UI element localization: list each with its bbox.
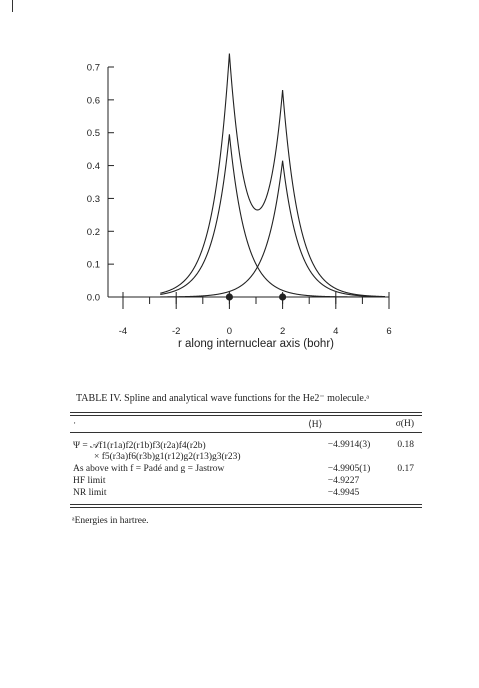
x-tick-label: 0: [226, 326, 233, 337]
nucleus-marker: [226, 293, 233, 300]
x-tick-label: 2: [279, 326, 286, 337]
x-tick-label: -4: [118, 326, 128, 337]
results-table: [70, 416, 422, 432]
curves: [160, 54, 385, 297]
results-table-body: [70, 433, 422, 499]
header-sigma: σ(H): [395, 419, 414, 429]
table-header-row: [70, 416, 422, 432]
y-axis: [87, 63, 114, 304]
y-tick-label: 0.0: [86, 292, 100, 304]
x-axis-label: r along internuclear axis (bohr): [178, 338, 334, 350]
y-tick-label: 0.3: [86, 193, 100, 205]
series-total: [160, 54, 385, 297]
table-row: Ψ = 𝒜f1(r1a)f2(r1b)f3(r2a)f4(r2b) −4.9914(3) 0.18: [73, 440, 414, 451]
y-tick-label: 0.2: [86, 226, 100, 238]
y-tick-label: 0.6: [86, 95, 100, 107]
y-tick-label: 0.4: [86, 161, 100, 173]
table-iv: [70, 393, 422, 526]
table-row: As above with f = Padé and g = Jastrow −4.9905(1) 0.17: [73, 464, 414, 474]
table-row: HF limit −4.9227: [73, 476, 360, 486]
x-axis: [108, 292, 392, 337]
x-tick-label: -2: [171, 326, 181, 337]
header-label: ·: [73, 419, 77, 429]
nucleus-marker: [279, 293, 286, 300]
table-row: NR limit −4.9945: [73, 488, 360, 498]
y-tick-label: 0.5: [86, 128, 100, 140]
y-tick-label: 0.7: [86, 62, 100, 74]
x-tick-label: 6: [386, 326, 392, 337]
table-footnote: ᵃEnergies in hartree.: [72, 516, 149, 526]
x-tick-label: 4: [333, 326, 339, 337]
table-bottom-rule: [70, 504, 422, 508]
series-right-orbital: [160, 161, 385, 297]
y-tick-label: 0.1: [86, 259, 100, 271]
table-row: × f5(r3a)f6(r3b)g1(r12)g2(r13)g3(r23): [94, 452, 241, 462]
header-energy: ⟨H⟩: [308, 419, 323, 430]
series-left-orbital: [160, 134, 385, 297]
table-caption: TABLE IV. Spline and analytical wave functions for the He2⁻ molecule.ᵃ: [76, 393, 370, 404]
